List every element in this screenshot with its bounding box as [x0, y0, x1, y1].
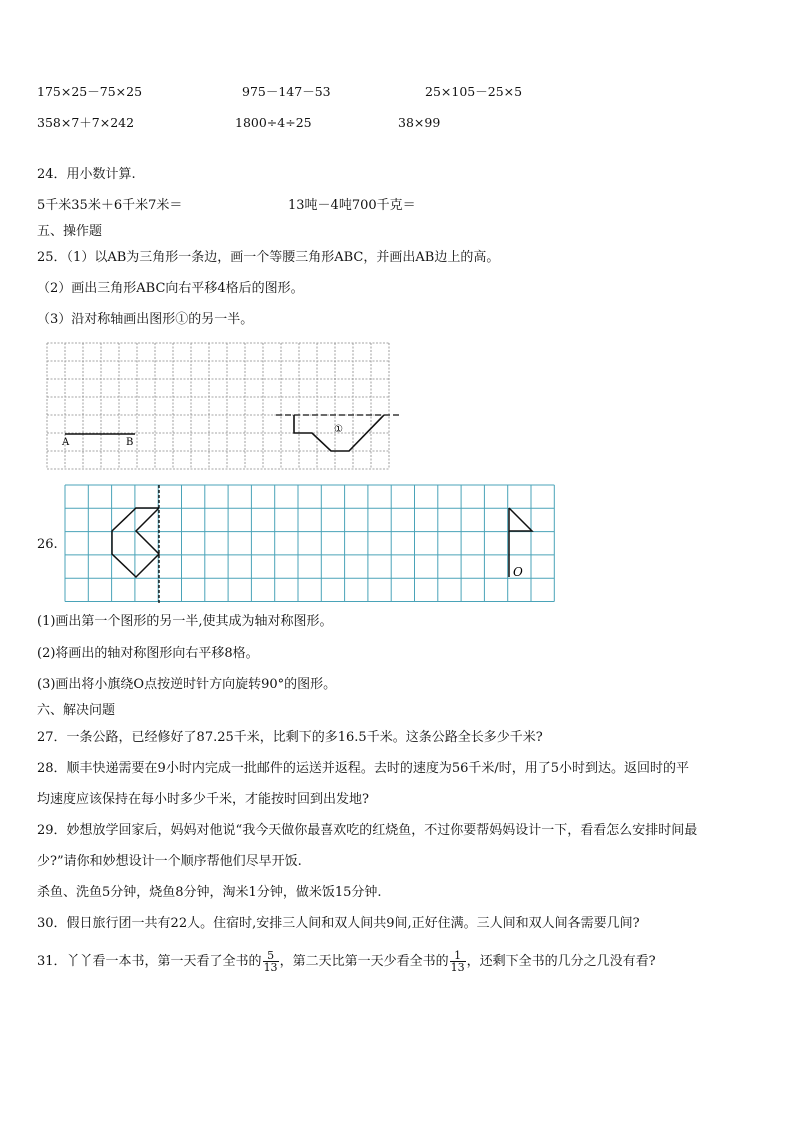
fraction-denominator: 13: [450, 961, 465, 974]
q25-grid-figure: [44, 342, 404, 472]
q29-line-3: 杀鱼、洗鱼5分钟，烧鱼8分钟，淘米1分钟，做米饭15分钟.: [37, 885, 382, 900]
q25-line-3: （3）沿对称轴画出图形①的另一半。: [37, 312, 254, 327]
calc-expr-4: 358×7＋7×242: [37, 115, 135, 130]
fraction-5-13: [263, 950, 279, 973]
calc-expr-5: 1800÷4÷25: [235, 115, 312, 130]
calc-expr-3: 25×105－25×5: [425, 84, 523, 99]
q25-line-2: （2）画出三角形ABC向右平移4格后的图形。: [37, 281, 304, 296]
q31-number: 31．: [37, 954, 67, 969]
q31-text-2: ，第二天比第一天少看全书的: [279, 954, 449, 969]
q31: [37, 950, 656, 973]
point-o-label: O: [513, 565, 523, 579]
q29-line-2: 少?”请你和妙想设计一个顺序帮他们尽早开饭.: [37, 854, 302, 869]
q31-text-1: 丫丫看一本书，第一天看了全书的: [66, 954, 262, 969]
fraction-numerator: 5: [263, 950, 279, 962]
q27: 27．一条公路，已经修好了87.25千米，比剩下的多16.5千米。这条公路全长多少千米?: [37, 730, 543, 745]
label-a: A: [62, 437, 70, 448]
q26-sub-1: (1)画出第一个图形的另一半,使其成为轴对称图形。: [37, 614, 333, 629]
q28-line-2: 均速度应该保持在每小时多少千米，才能按时回到出发地?: [37, 792, 369, 807]
calc-expr-1: 175×25－75×25: [37, 84, 143, 99]
fraction-denominator: 13: [263, 961, 278, 974]
q28-line-1: 28．顺丰快递需要在9小时内完成一批邮件的运送并返程。去时的速度为56千米/时，用了5小时到达。返回时的平: [37, 761, 690, 776]
section-heading-5: 五、操作题: [37, 224, 103, 239]
q24-title: 24．用小数计算.: [37, 167, 136, 182]
q25-line-1: 25．（1）以AB为三角形一条边，画一个等腰三角形ABC，并画出AB边上的高。: [37, 250, 500, 265]
q26-sub-2: (2)将画出的轴对称图形向右平移8格。: [37, 646, 259, 661]
fraction-numerator: 1: [450, 950, 466, 962]
q26-number: 26.: [37, 537, 58, 552]
label-b: B: [126, 437, 134, 448]
q30: 30．假日旅行团一共有22人。住宿时,安排三人间和双人间共9间,正好住满。三人间和双人间各需要几间?: [37, 916, 640, 931]
fraction-1-13: [450, 950, 466, 973]
q26-sub-3: (3)画出将小旗绕O点按逆时针方向旋转90°的图形。: [37, 677, 337, 692]
section-heading-6: 六、解决问题: [37, 703, 116, 718]
flag-cloth: [509, 508, 532, 531]
q24-expr-2: 13吨－4吨700千克＝: [288, 198, 416, 213]
q29-line-1: 29．妙想放学回家后，妈妈对他说“我今天做你最喜欢吃的红烧鱼，不过你要帮妈妈设计一下，看看怎么安排时间最: [37, 823, 698, 838]
label-shape-1: ①: [334, 424, 343, 435]
calc-expr-2: 975－147－53: [242, 84, 331, 99]
calc-expr-6: 38×99: [398, 115, 441, 130]
q26-grid-figure: [62, 482, 560, 606]
q24-expr-1: 5千米35米＋6千米7米＝: [37, 198, 183, 213]
q26-half-figure: [112, 508, 159, 577]
q31-text-3: ，还剩下全书的几分之几没有看?: [466, 954, 656, 969]
